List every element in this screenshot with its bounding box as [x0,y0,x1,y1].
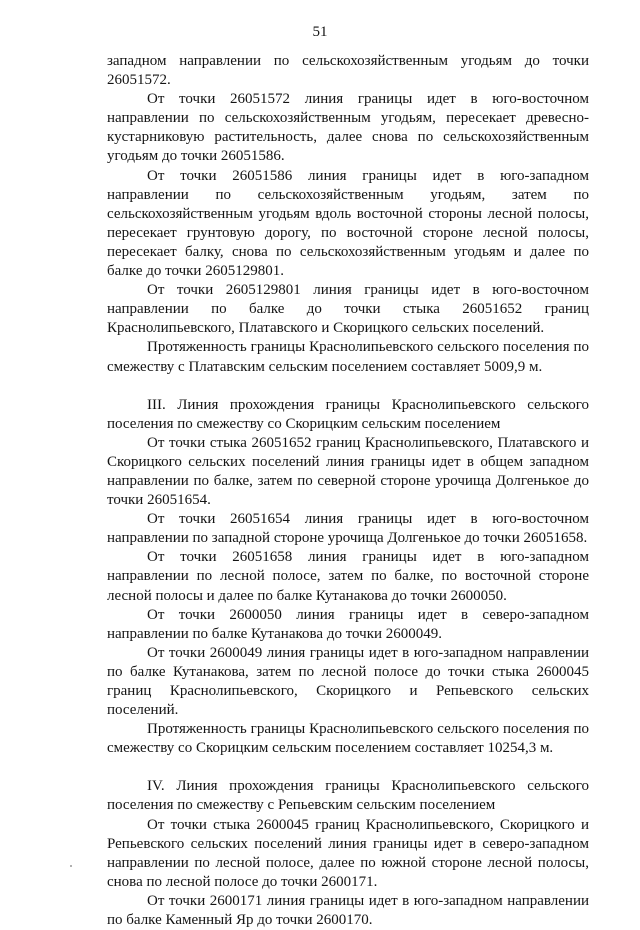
section-heading-iv: IV. Линия прохождения границы Краснолипьевского сельского поселения по смежеству с Репьевским сельским поселением [107,778,589,814]
paragraph-length-summary: Протяженность границы Краснолипьевского сельского поселения по смежеству с Платавским сельским поселением составляет 5009,9 м. [107,339,589,375]
paragraph-length-summary: Протяженность границы Краснолипьевского сельского поселения по смежеству со Скорицким сельским поселением составляет 10254,3 м. [107,721,589,757]
paragraph: От точки 26051658 линия границы идет в юго-западном направлении по лесной полосе, затем по балке, по восточной стороне лесной полосы и далее по балке Кутанакова до точки 2600050. [107,549,589,604]
paragraph: От точки 2600050 линия границы идет в северо-западном направлении по балке Кутанакова до точки 2600049. [107,606,589,642]
paragraph: От точки 26051586 линия границы идет в юго-западном направлении по сельскохозяйственным угодьям, затем по сельскохозяйственным угодьям вдоль восточной стороны лесной полосы, пересекает грунтовую дорогу, по восточной стороне лесной полосы, пересекает балку, снова по сельскохозяйственным угодьям и далее по балке до точки 2605129801. [107,167,589,280]
paragraph: От точки 2605129801 линия границы идет в юго-восточном направлении по балке до точки стыка 26051652 границ Краснолипьевского, Платавского и Скорицкого сельских поселений. [107,282,589,337]
section-heading-iii: III. Линия прохождения границы Краснолипьевского сельского поселения по смежеству со Скорицким сельским поселением [107,396,589,432]
paragraph: От точки 2600171 линия границы идет в юго-западном направлении по балке Каменный Яр до точки 2600170. [107,892,589,929]
paragraph: От точки 26051572 линия границы идет в юго-восточном направлении по сельскохозяйственным угодьям, пересекает древесно-кустарниковую растительность, далее снова по сельскохозяйственным угодьям до точки 26051586. [107,91,589,165]
paragraph: От точки стыка 26051652 границ Краснолипьевского, Платавского и Скорицкого сельских поселений линия границы идет в общем западном направлении по балке, затем по северной стороне урочища Долгенькое до точки 26051654. [107,434,589,509]
scan-speck [70,865,72,867]
paragraph-continuation: западном направлении по сельскохозяйственным угодьям до точки 26051572. [107,53,589,89]
paragraph: От точки 2600049 линия границы идет в юго-западном направлении по балке Кутанакова, затем по лесной полосе до точки стыка 2600045 границ Краснолипьевского, Скорицкого и Репьевского сельских поселений. [107,644,589,719]
document-body [107,52,589,930]
page-number: 51 [312,24,328,40]
paragraph: От точки стыка 2600045 границ Краснолипьевского, Скорицкого и Репьевского сельских поселений линия границы идет в северо-западном направлении по лесной полосе, далее по южной стороне лесной полосы, снова по лесной полосе до точки 2600171. [107,816,589,890]
paragraph: От точки 26051654 линия границы идет в юго-восточном направлении по западной стороне урочища Долгенькое до точки 26051658. [107,511,589,547]
